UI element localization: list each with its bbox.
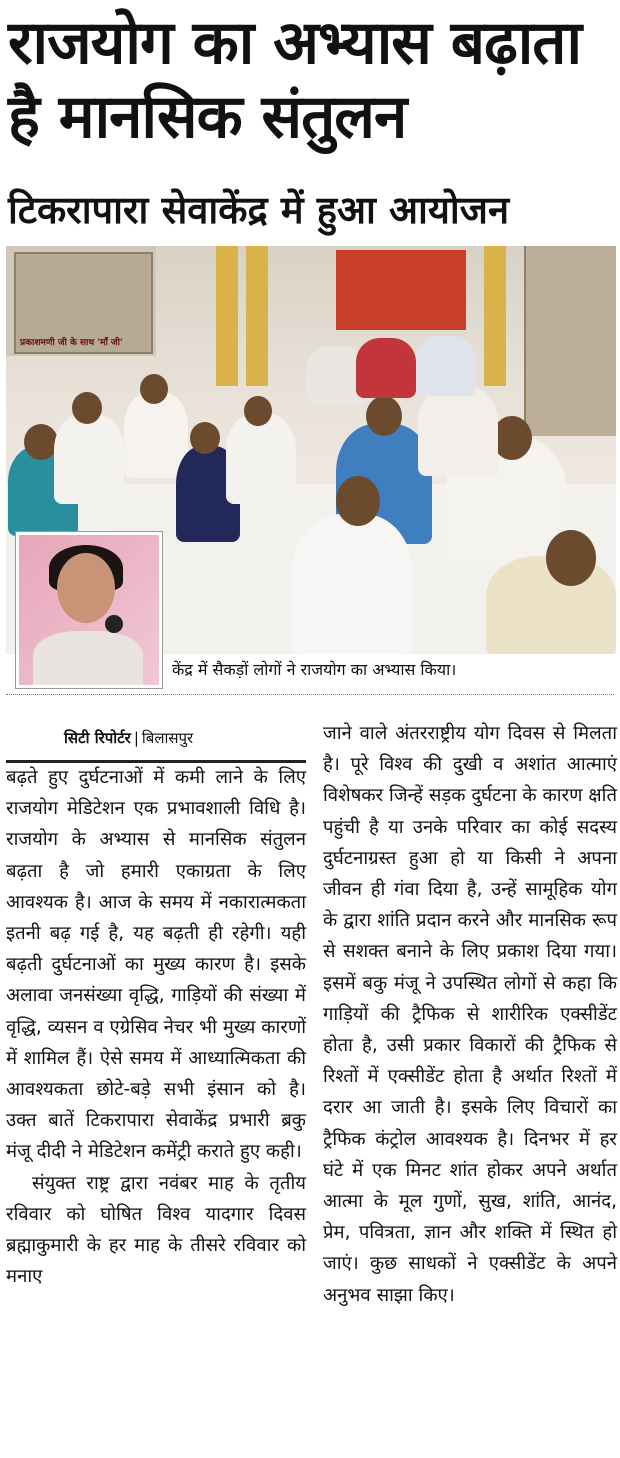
article-column-2 xyxy=(323,718,617,1311)
article-column-1 xyxy=(6,762,306,1292)
divider xyxy=(6,694,614,695)
subheadline: टिकरापारा सेवाकेंद्र में हुआ आयोजन xyxy=(8,188,510,232)
photo-caption: केंद्र में सैकड़ों लोगों ने राजयोग का अभ्यास किया। xyxy=(172,660,457,679)
byline-place: बिलासपुर xyxy=(141,729,194,747)
headline: राजयोग का अभ्यास बढ़ाता है मानसिक संतुलन xyxy=(8,8,582,152)
body-paragraph-1: बढ़ते हुए दुर्घटनाओं में कमी लाने के लिए राजयोग मेडिटेशन एक प्रभावशाली विधि है। राजयोग के अभ्यास से मानसिक संतुलन बढ़ता है जो हमारी एकाग्रता के लिए आवश्यक है। आज के समय में नकारात्मकता इतनी बढ़ गई है, यह बढ़ती ही रहेगी। यही बढ़ती दुर्घटनाओं का मुख्य कारण है। इसके अलावा जनसंख्या वृद्धि, गाड़ियों की संख्या में वृद्धि, व्यसन व एग्रेसिव नेचर भी मुख्य कारणों में शामिल हैं। ऐसे समय में आध्यात्मिकता की आवश्यकता छोटे-बड़े सभी इंसान को है। उक्त बातें टिकरापारा सेवाकेंद्र प्रभारी ब्रकु मंजू दीदी ने मेडिटेशन कमेंट्री कराते हुए कही। xyxy=(6,767,306,1163)
byline-reporter: सिटी रिपोर्टर xyxy=(64,729,131,747)
wall-poster xyxy=(14,252,153,354)
microphone-icon xyxy=(105,615,123,633)
poster-text: प्रकाशमणी जी के साथ 'माँ जी' xyxy=(20,338,123,348)
byline-separator: | xyxy=(133,729,139,747)
body-paragraph-2a: संयुक्त राष्ट्र द्वारा नवंबर माह के तृतीय रविवार को घोषित विश्व यादगार दिवस ब्रह्माकुमारी के हर माह के तीसरे रविवार को मनाए xyxy=(6,1172,306,1288)
wall-poster-right xyxy=(524,246,616,436)
byline xyxy=(64,728,193,748)
speaker-inset-photo xyxy=(16,532,162,688)
stage-backdrop xyxy=(336,250,466,330)
body-paragraph-2b: जाने वाले अंतरराष्ट्रीय योग दिवस से मिलता है। पूरे विश्व की दुखी व अशांत आत्माएं विशेषकर जिन्हें सड़क दुर्घटना के कारण क्षति पहुंची है या उनके परिवार का कोई सदस्य दुर्घटनाग्रस्त हुआ हो या किसी ने अपना जीवन ही गंवा दिया है, उन्हें सामूहिक योग के द्वारा शांति प्रदान करने और मानसिक रूप से सशक्त बनाने के लिए प्रकाश दिया गया। इसमें बकु मंजू ने उपस्थित लोगों से कहा कि गाड़ियों की ट्रैफिक से शारीरिक एक्सीडेंट होता है, उसी प्रकार विकारों की ट्रैफिक से रिश्तों में एक्सीडेंट होता है अर्थात रिश्तों में दरार आ जाती है। इसके लिए विचारों का ट्रैफिक कंट्रोल आवश्यक है। दिनभर में हर घंटे में एक मिनट शांत होकर अपने अर्थात आत्मा के मूल गुणों, सुख, शांति, आनंद, प्रेम, पवित्रता, ज्ञान और शक्ति में स्थित हो जाएं। कुछ साधकों ने एक्सीडेंट के अपने अनुभव साझा किए। xyxy=(323,723,617,1306)
